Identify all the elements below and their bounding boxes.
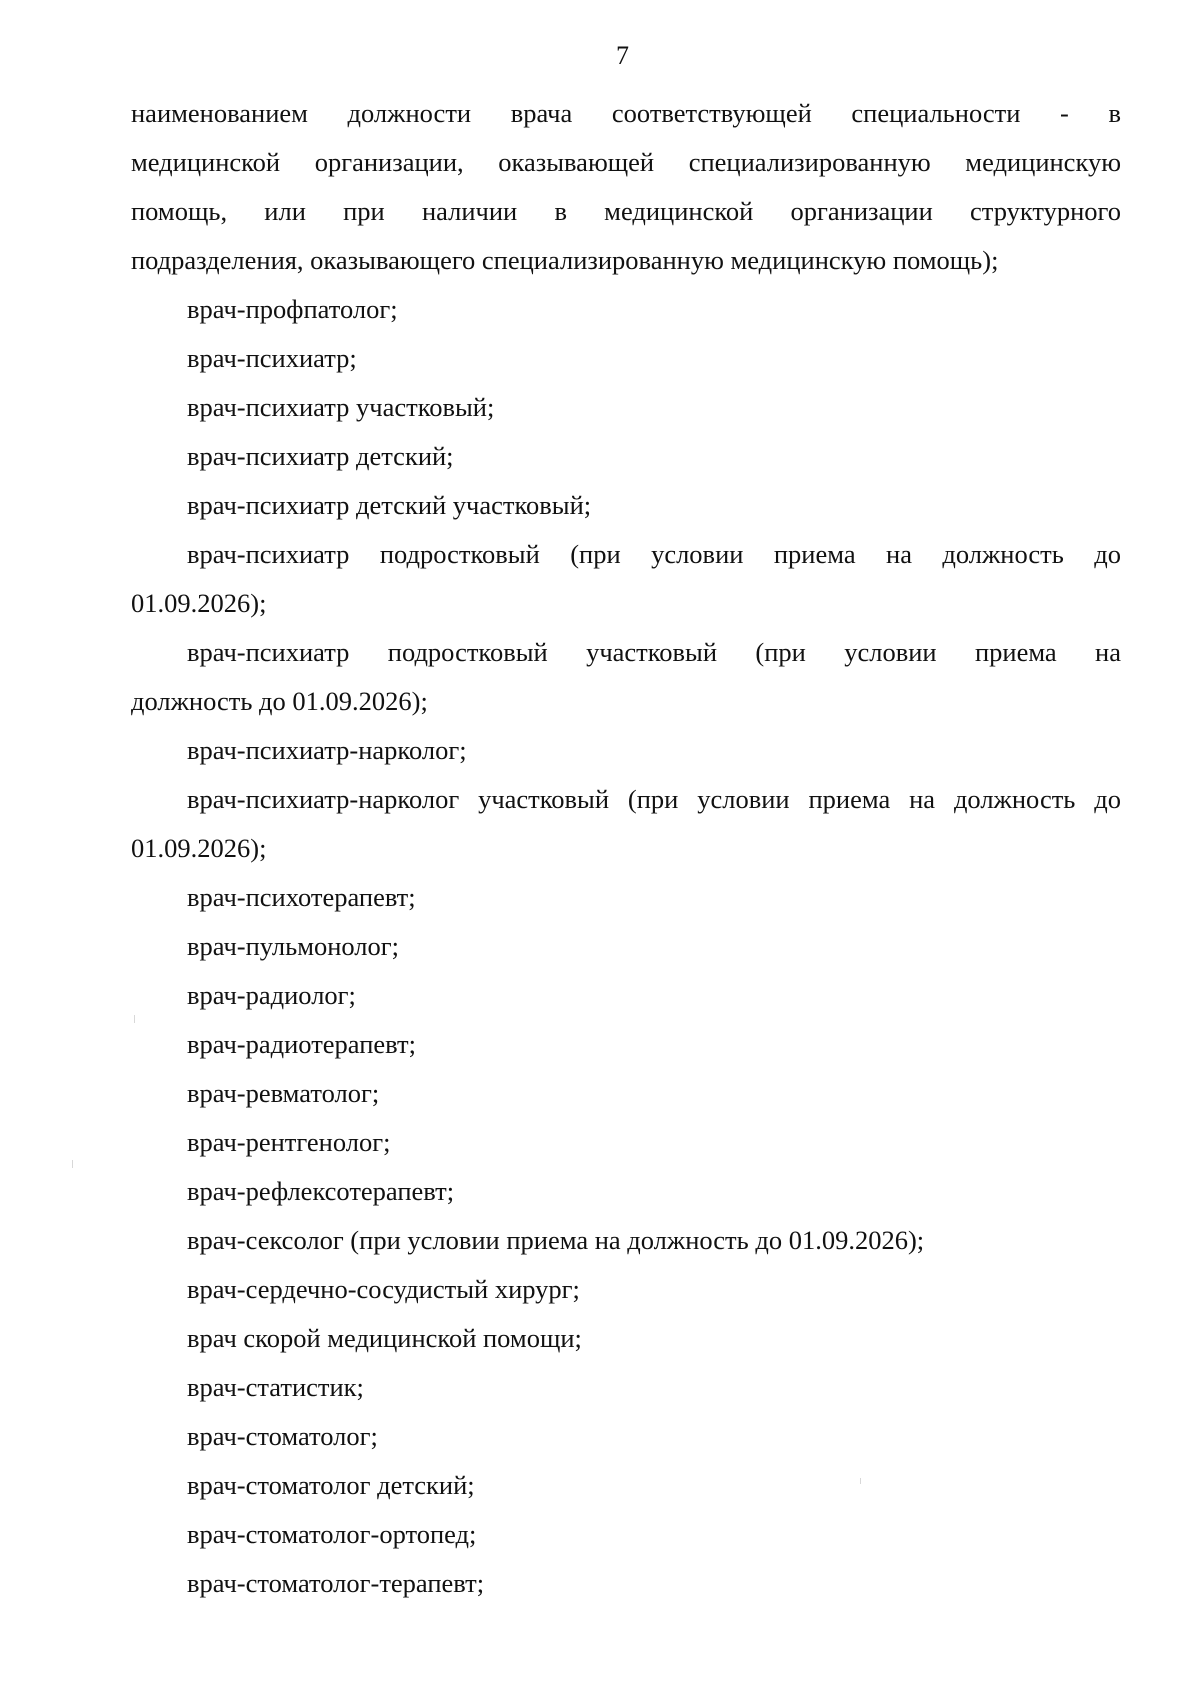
list-item: врач-радиолог; bbox=[187, 980, 356, 1010]
list-item-continuation: должность до 01.09.2026); bbox=[131, 686, 428, 716]
list-item: врач-сексолог (при условии приема на должность до 01.09.2026); bbox=[187, 1225, 925, 1255]
scan-artifact bbox=[860, 1478, 861, 1484]
list-item-multiline bbox=[131, 775, 1121, 824]
list-item: врач-психиатр детский участковый; bbox=[187, 490, 592, 520]
list-item-line: врач-психиатр-нарколог участковый (при условии приема на должность до bbox=[187, 784, 1121, 814]
list-item: врач-стоматолог-ортопед; bbox=[187, 1519, 477, 1549]
intro-line: помощь, или при наличии в медицинской организации структурного bbox=[131, 196, 1121, 226]
list-item: врач скорой медицинской помощи; bbox=[187, 1323, 582, 1353]
list-item-continuation: 01.09.2026); bbox=[131, 588, 267, 618]
list-item: врач-рентгенолог; bbox=[187, 1127, 391, 1157]
intro-line: медицинской организации, оказывающей специализированную медицинскую bbox=[131, 147, 1121, 177]
list-item: врач-профпатолог; bbox=[187, 294, 398, 324]
intro-line: подразделения, оказывающего специализированную медицинскую помощь); bbox=[131, 245, 999, 275]
list-item-line: врач-психиатр подростковый (при условии приема на должность до bbox=[187, 539, 1121, 569]
page-number: 7 bbox=[616, 41, 629, 70]
list-item: врач-пульмонолог; bbox=[187, 931, 399, 961]
list-item: врач-психиатр-нарколог; bbox=[187, 735, 467, 765]
intro-paragraph bbox=[131, 89, 1121, 285]
list-item: врач-стоматолог; bbox=[187, 1421, 378, 1451]
list-item: врач-стоматолог-терапевт; bbox=[187, 1568, 485, 1598]
list-item: врач-психиатр участковый; bbox=[187, 392, 495, 422]
intro-line: наименованием должности врача соответствующей специальности - в bbox=[131, 98, 1121, 128]
scan-artifact bbox=[134, 1015, 135, 1023]
list-item: врач-стоматолог детский; bbox=[187, 1470, 475, 1500]
list-item-line: врач-психиатр подростковый участковый (при условии приема на bbox=[187, 637, 1121, 667]
list-item: врач-психиатр детский; bbox=[187, 441, 454, 471]
scan-artifact bbox=[72, 1160, 73, 1168]
list-item: врач-радиотерапевт; bbox=[187, 1029, 416, 1059]
list-item: врач-ревматолог; bbox=[187, 1078, 380, 1108]
list-item: врач-психотерапевт; bbox=[187, 882, 416, 912]
list-item-multiline bbox=[131, 530, 1121, 579]
list-item: врач-статистик; bbox=[187, 1372, 364, 1402]
list-item-multiline bbox=[131, 628, 1121, 677]
list-item: врач-психиатр; bbox=[187, 343, 357, 373]
list-item: врач-сердечно-сосудистый хирург; bbox=[187, 1274, 580, 1304]
document-body bbox=[131, 89, 1121, 1608]
list-item-continuation: 01.09.2026); bbox=[131, 833, 267, 863]
list-item: врач-рефлексотерапевт; bbox=[187, 1176, 455, 1206]
